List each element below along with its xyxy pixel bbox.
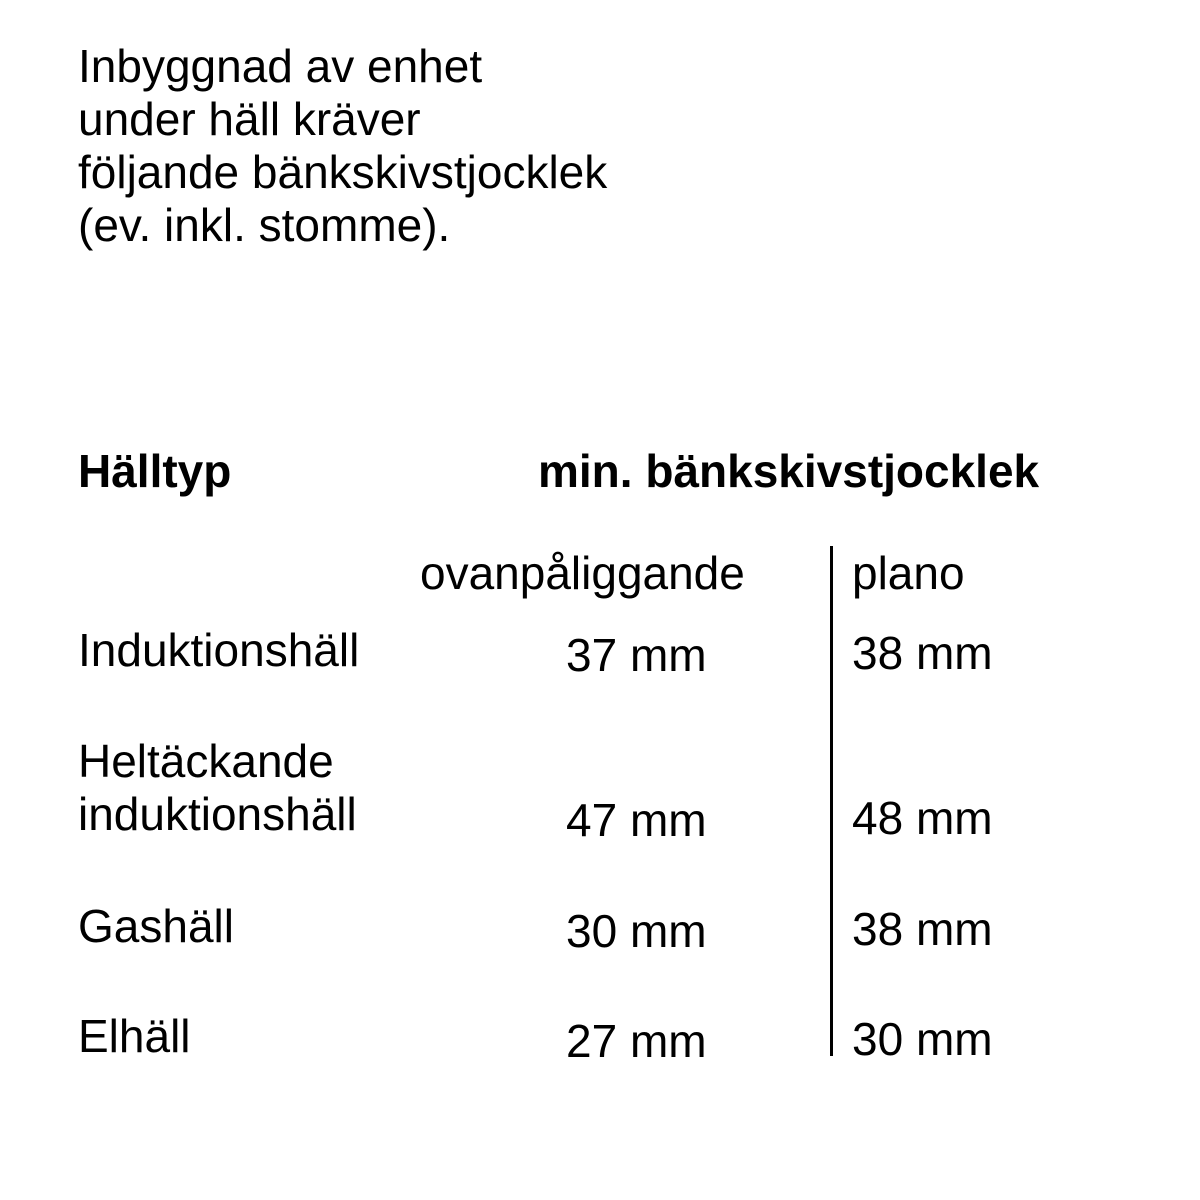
column-header-surface-mounted: ovanpåliggande [420,547,745,599]
row-hob-name-line: induktionshäll [78,788,357,840]
row-hob-name-line: Gashäll [78,900,234,952]
row-value-flush: 38 mm [852,903,993,955]
intro-text [78,40,1078,252]
row-value-flush: 30 mm [852,1013,993,1065]
row-value-surface-mounted: 47 mm [566,794,707,846]
intro-line: under häll kräver [78,93,421,145]
intro-line: Inbyggnad av enhet [78,40,483,92]
row-hob-name [78,624,359,677]
intro-line: följande bänkskivstjocklek [78,146,608,198]
header-min-thickness: min. bänkskivstjocklek [538,445,1040,497]
row-hob-name-line: Induktionshäll [78,624,360,676]
row-value-surface-mounted: 27 mm [566,1015,707,1067]
row-value-flush: 38 mm [852,627,993,679]
column-header-flush: plano [852,547,965,599]
row-hob-name-line: Elhäll [78,1010,191,1062]
row-hob-name-line: Heltäckande [78,735,334,787]
row-value-surface-mounted: 37 mm [566,629,707,681]
row-hob-name [78,735,357,841]
column-divider [830,546,833,1056]
row-hob-name [78,1010,191,1063]
row-value-flush: 48 mm [852,792,993,844]
intro-line: (ev. inkl. stomme). [78,199,451,251]
row-hob-name [78,900,234,953]
row-value-surface-mounted: 30 mm [566,905,707,957]
header-hob-type: Hälltyp [78,445,232,497]
